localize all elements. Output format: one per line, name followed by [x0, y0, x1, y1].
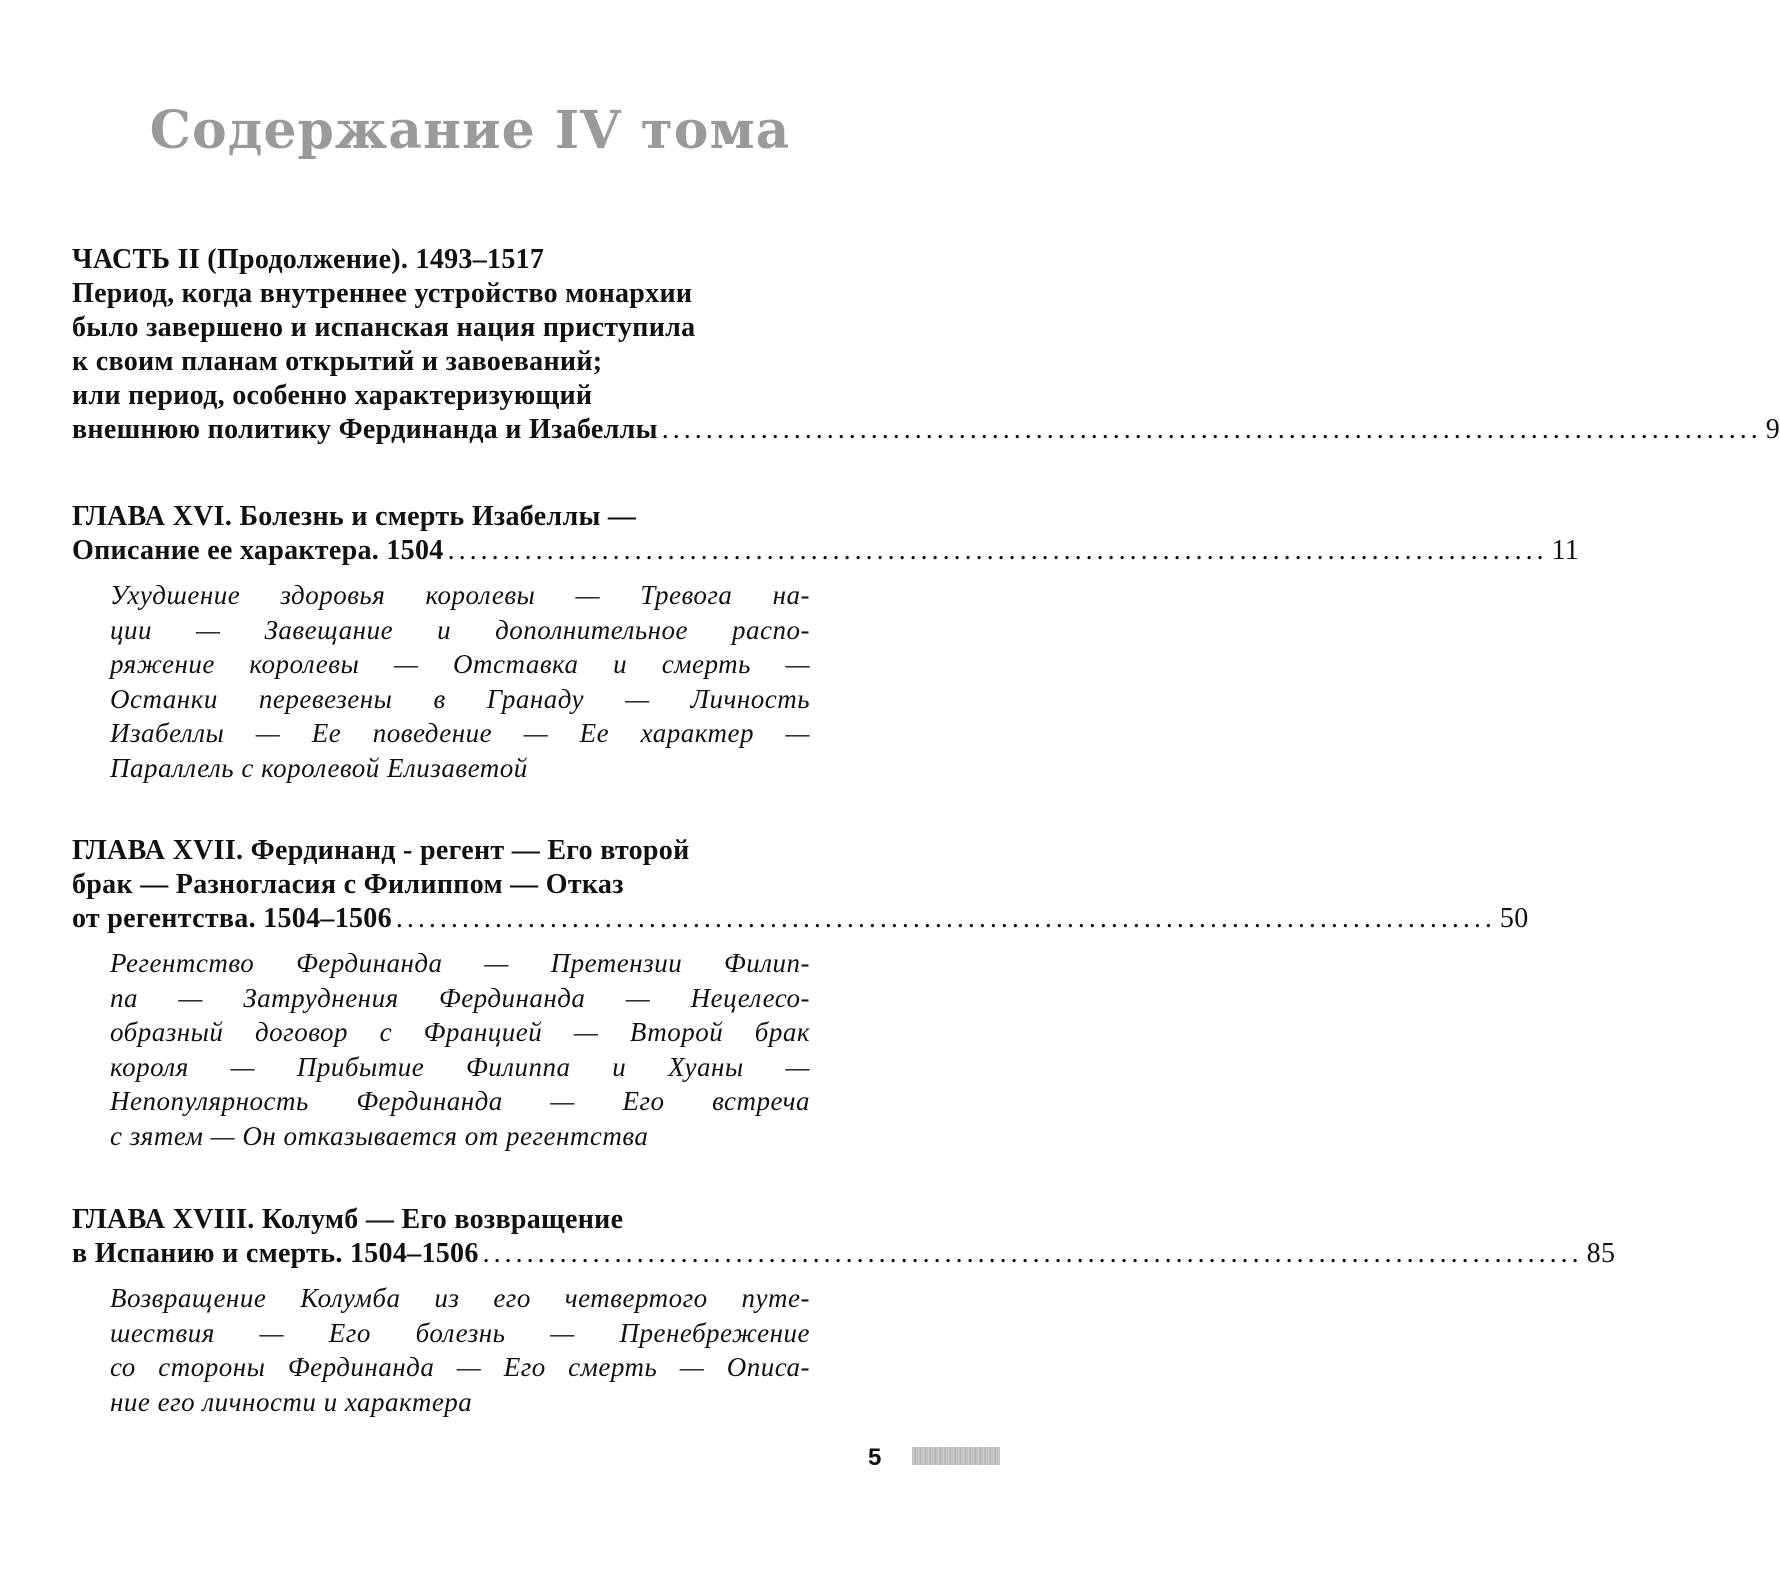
summary-line: ции — Завещание и дополнительное распо- — [110, 614, 810, 645]
chapter-summary — [72, 946, 810, 1154]
entry-heading-last-line — [72, 902, 1529, 936]
entry-heading-line: к своим планам открытий и завоеваний; — [72, 346, 603, 377]
entry-heading-text: Описание ее характера. 1504 — [72, 535, 444, 566]
toc-entry-chapter-18 — [72, 1203, 1616, 1419]
page-number: 11 — [1551, 535, 1580, 566]
page-number: 50 — [1499, 903, 1529, 934]
entry-heading-line: ГЛАВА XVIII. Колумб — Его возвращение — [72, 1204, 624, 1235]
entry-heading-line: брак — Разногласия с Филиппом — Отказ — [72, 869, 624, 900]
page-folio-number: 5 — [868, 1444, 882, 1471]
entry-heading-line: Период, когда внутреннее устройство монархии — [72, 278, 693, 309]
summary-line: шествия — Его болезнь — Пренебрежение — [110, 1317, 810, 1348]
entry-heading-line: ГЛАВА XVII. Фердинанд - регент — Его второй — [72, 835, 690, 866]
entry-heading-text: от регентства. 1504–1506 — [72, 903, 392, 934]
entry-heading-line: ГЛАВА XVI. Болезнь и смерть Изабеллы — — [72, 501, 637, 532]
folio-decorative-bar — [912, 1447, 1000, 1465]
entry-heading-text: внешнюю политику Фердинанда и Изабеллы — [72, 414, 658, 445]
dot-leader: .................................................................................................... — [482, 1238, 1583, 1269]
entry-heading-line: ЧАСТЬ II (Продолжение). 1493–1517 — [72, 244, 545, 275]
page-number: 85 — [1586, 1238, 1616, 1269]
toc-entry-chapter-16 — [72, 500, 1580, 786]
entry-heading-text: в Испанию и смерть. 1504–1506 — [72, 1238, 479, 1269]
entry-heading-last-line — [72, 534, 1580, 568]
page-title: Содержание IV тома — [149, 100, 791, 161]
summary-line: ряжение королевы — Отставка и смерть — — [110, 649, 810, 680]
summary-line: Непопулярность Фердинанда — Его встреча — [110, 1086, 810, 1117]
summary-line: па — Затруднения Фердинанда — Нецелесо- — [110, 982, 810, 1013]
toc-entry-part-2 — [72, 243, 1780, 447]
summary-line: с зятем — Он отказывается от регентства — [110, 1120, 649, 1151]
entry-heading-line: было завершено и испанская нация приступила — [72, 312, 696, 343]
chapter-summary — [72, 578, 810, 786]
summary-line: Изабеллы — Ее поведение — Ее характер — — [110, 718, 810, 749]
summary-line: Регентство Фердинанда — Претензии Филип- — [110, 948, 810, 978]
summary-line: ние его личности и характера — [110, 1386, 473, 1417]
page-number: 9 — [1765, 414, 1780, 445]
chapter-summary — [72, 1281, 810, 1419]
summary-line: Параллель с королевой Елизаветой — [110, 752, 528, 783]
summary-line: Возвращение Колумба из его четвертого путе- — [110, 1283, 810, 1313]
entry-heading-last-line — [72, 1237, 1616, 1271]
dot-leader: .................................................................................................... — [447, 535, 1548, 566]
entry-heading-line: или период, особенно характеризующий — [72, 380, 593, 411]
summary-line: со стороны Фердинанда — Его смерть — Описа- — [110, 1352, 810, 1383]
summary-line: короля — Прибытие Филиппа и Хуаны — — [110, 1051, 810, 1082]
dot-leader: .................................................................................................... — [395, 903, 1496, 934]
dot-leader: .................................................................................................... — [661, 414, 1762, 445]
toc-entry-chapter-17 — [72, 834, 1529, 1154]
summary-line: Останки перевезены в Гранаду — Личность — [110, 683, 810, 714]
summary-line: Ухудшение здоровья королевы — Тревога на- — [110, 580, 810, 610]
entry-heading-last-line — [72, 413, 1780, 447]
summary-line: образный договор с Францией — Второй брак — [110, 1017, 810, 1048]
